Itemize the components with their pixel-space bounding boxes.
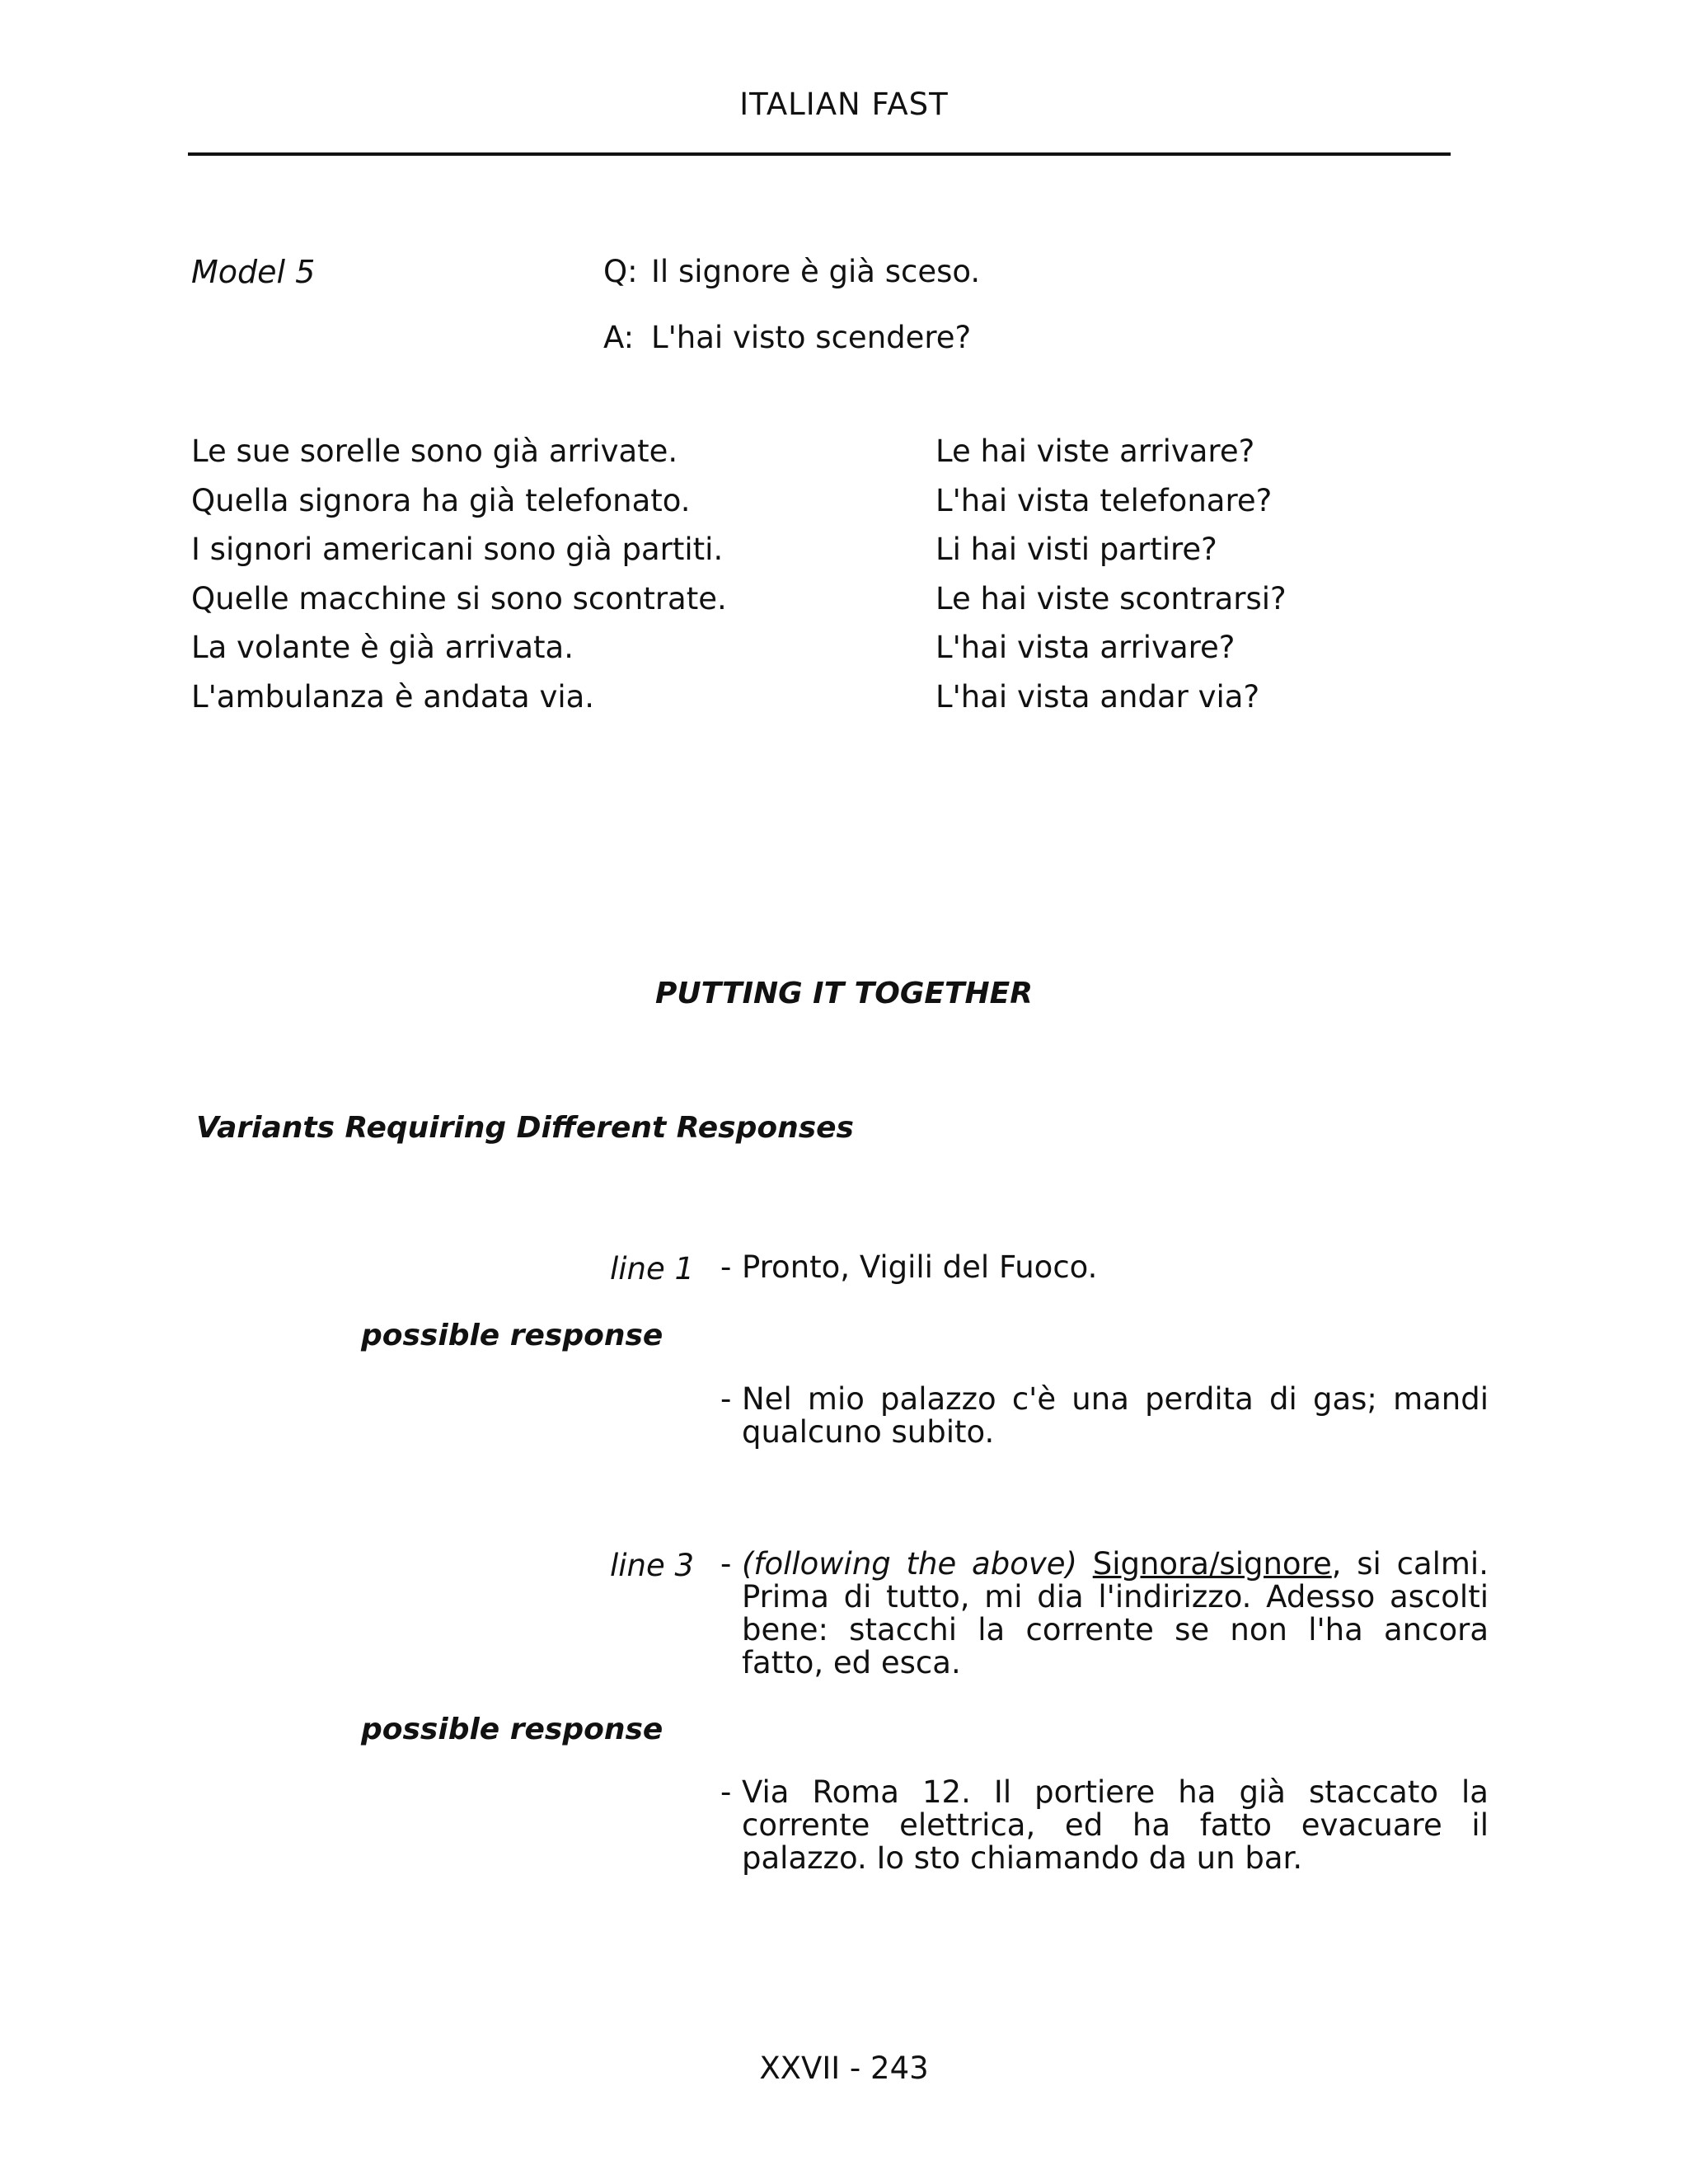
response-1-content: Nel mio palazzo c'è una perdita di gas; mandi qualcuno subito. <box>742 1381 1489 1450</box>
line-1-label: line 1 <box>610 1251 695 1286</box>
line-1-text <box>720 1251 1489 1284</box>
subsection-title: Variants Requiring Different Responses <box>196 1111 854 1145</box>
drill-response: L'hai vista arrivare? <box>935 630 1236 665</box>
drill-prompt: La volante è già arrivata. <box>191 630 574 665</box>
possible-response-label-2: possible response <box>361 1713 663 1746</box>
question-prefix: Q: <box>603 254 638 289</box>
dash: - <box>720 1381 732 1417</box>
page-number: XXVII - 243 <box>759 2050 929 2086</box>
response-1-text <box>720 1383 1489 1449</box>
answer-prefix: A: <box>603 320 635 355</box>
drill-prompt: Quella signora ha già telefonato. <box>191 482 691 518</box>
drill-response: Le hai viste scontrarsi? <box>935 580 1287 616</box>
model-label: Model 5 <box>191 254 316 290</box>
drill-response: Li hai visti partire? <box>935 532 1217 567</box>
possible-response-label-1: possible response <box>361 1319 663 1352</box>
model-answer <box>603 320 971 355</box>
dash: - <box>720 1546 732 1582</box>
drill-prompt: I signori americani sono già partiti. <box>191 532 724 567</box>
section-title: PUTTING IT TOGETHER <box>655 977 1033 1010</box>
model-question <box>603 254 980 289</box>
drill-response: L'hai vista telefonare? <box>935 482 1273 518</box>
line-3-stage-direction: (following the above) <box>742 1546 1077 1582</box>
answer-text: L'hai visto scendere? <box>651 320 972 355</box>
header-rule <box>188 152 1451 156</box>
line-1-content: Pronto, Vigili del Fuoco. <box>742 1249 1098 1285</box>
response-2-text <box>720 1776 1489 1875</box>
dash: - <box>720 1774 732 1810</box>
drill-prompt: Le sue sorelle sono già arrivate. <box>191 434 678 469</box>
line-3-text <box>720 1548 1489 1680</box>
drill-responses <box>935 435 1287 729</box>
line-3-rest: , si calmi. Prima di tutto, mi dia l'indirizzo. Adesso ascolti bene: stacchi la corrente se non l'ha ancora fatto, ed esca. <box>742 1546 1489 1680</box>
response-2-content: Via Roma 12. Il portiere ha già staccato la corrente elettrica, ed ha fatto evacuare il palazzo. Io sto chiamando da un bar. <box>742 1774 1489 1876</box>
line-3-content <box>742 1548 1489 1680</box>
drill-response: L'hai vista andar via? <box>935 678 1260 715</box>
line-3-underlined: Signora/signore <box>1092 1546 1332 1582</box>
drill-prompts <box>191 435 727 729</box>
dash: - <box>720 1249 732 1285</box>
page-header: ITALIAN FAST <box>739 87 949 122</box>
drill-prompt: Quelle macchine si sono scontrate. <box>191 580 727 616</box>
drill-prompt: L'ambulanza è andata via. <box>191 678 595 715</box>
line-3-label: line 3 <box>610 1548 695 1583</box>
drill-response: Le hai viste arrivare? <box>935 434 1255 469</box>
question-text: Il signore è già sceso. <box>651 254 981 289</box>
